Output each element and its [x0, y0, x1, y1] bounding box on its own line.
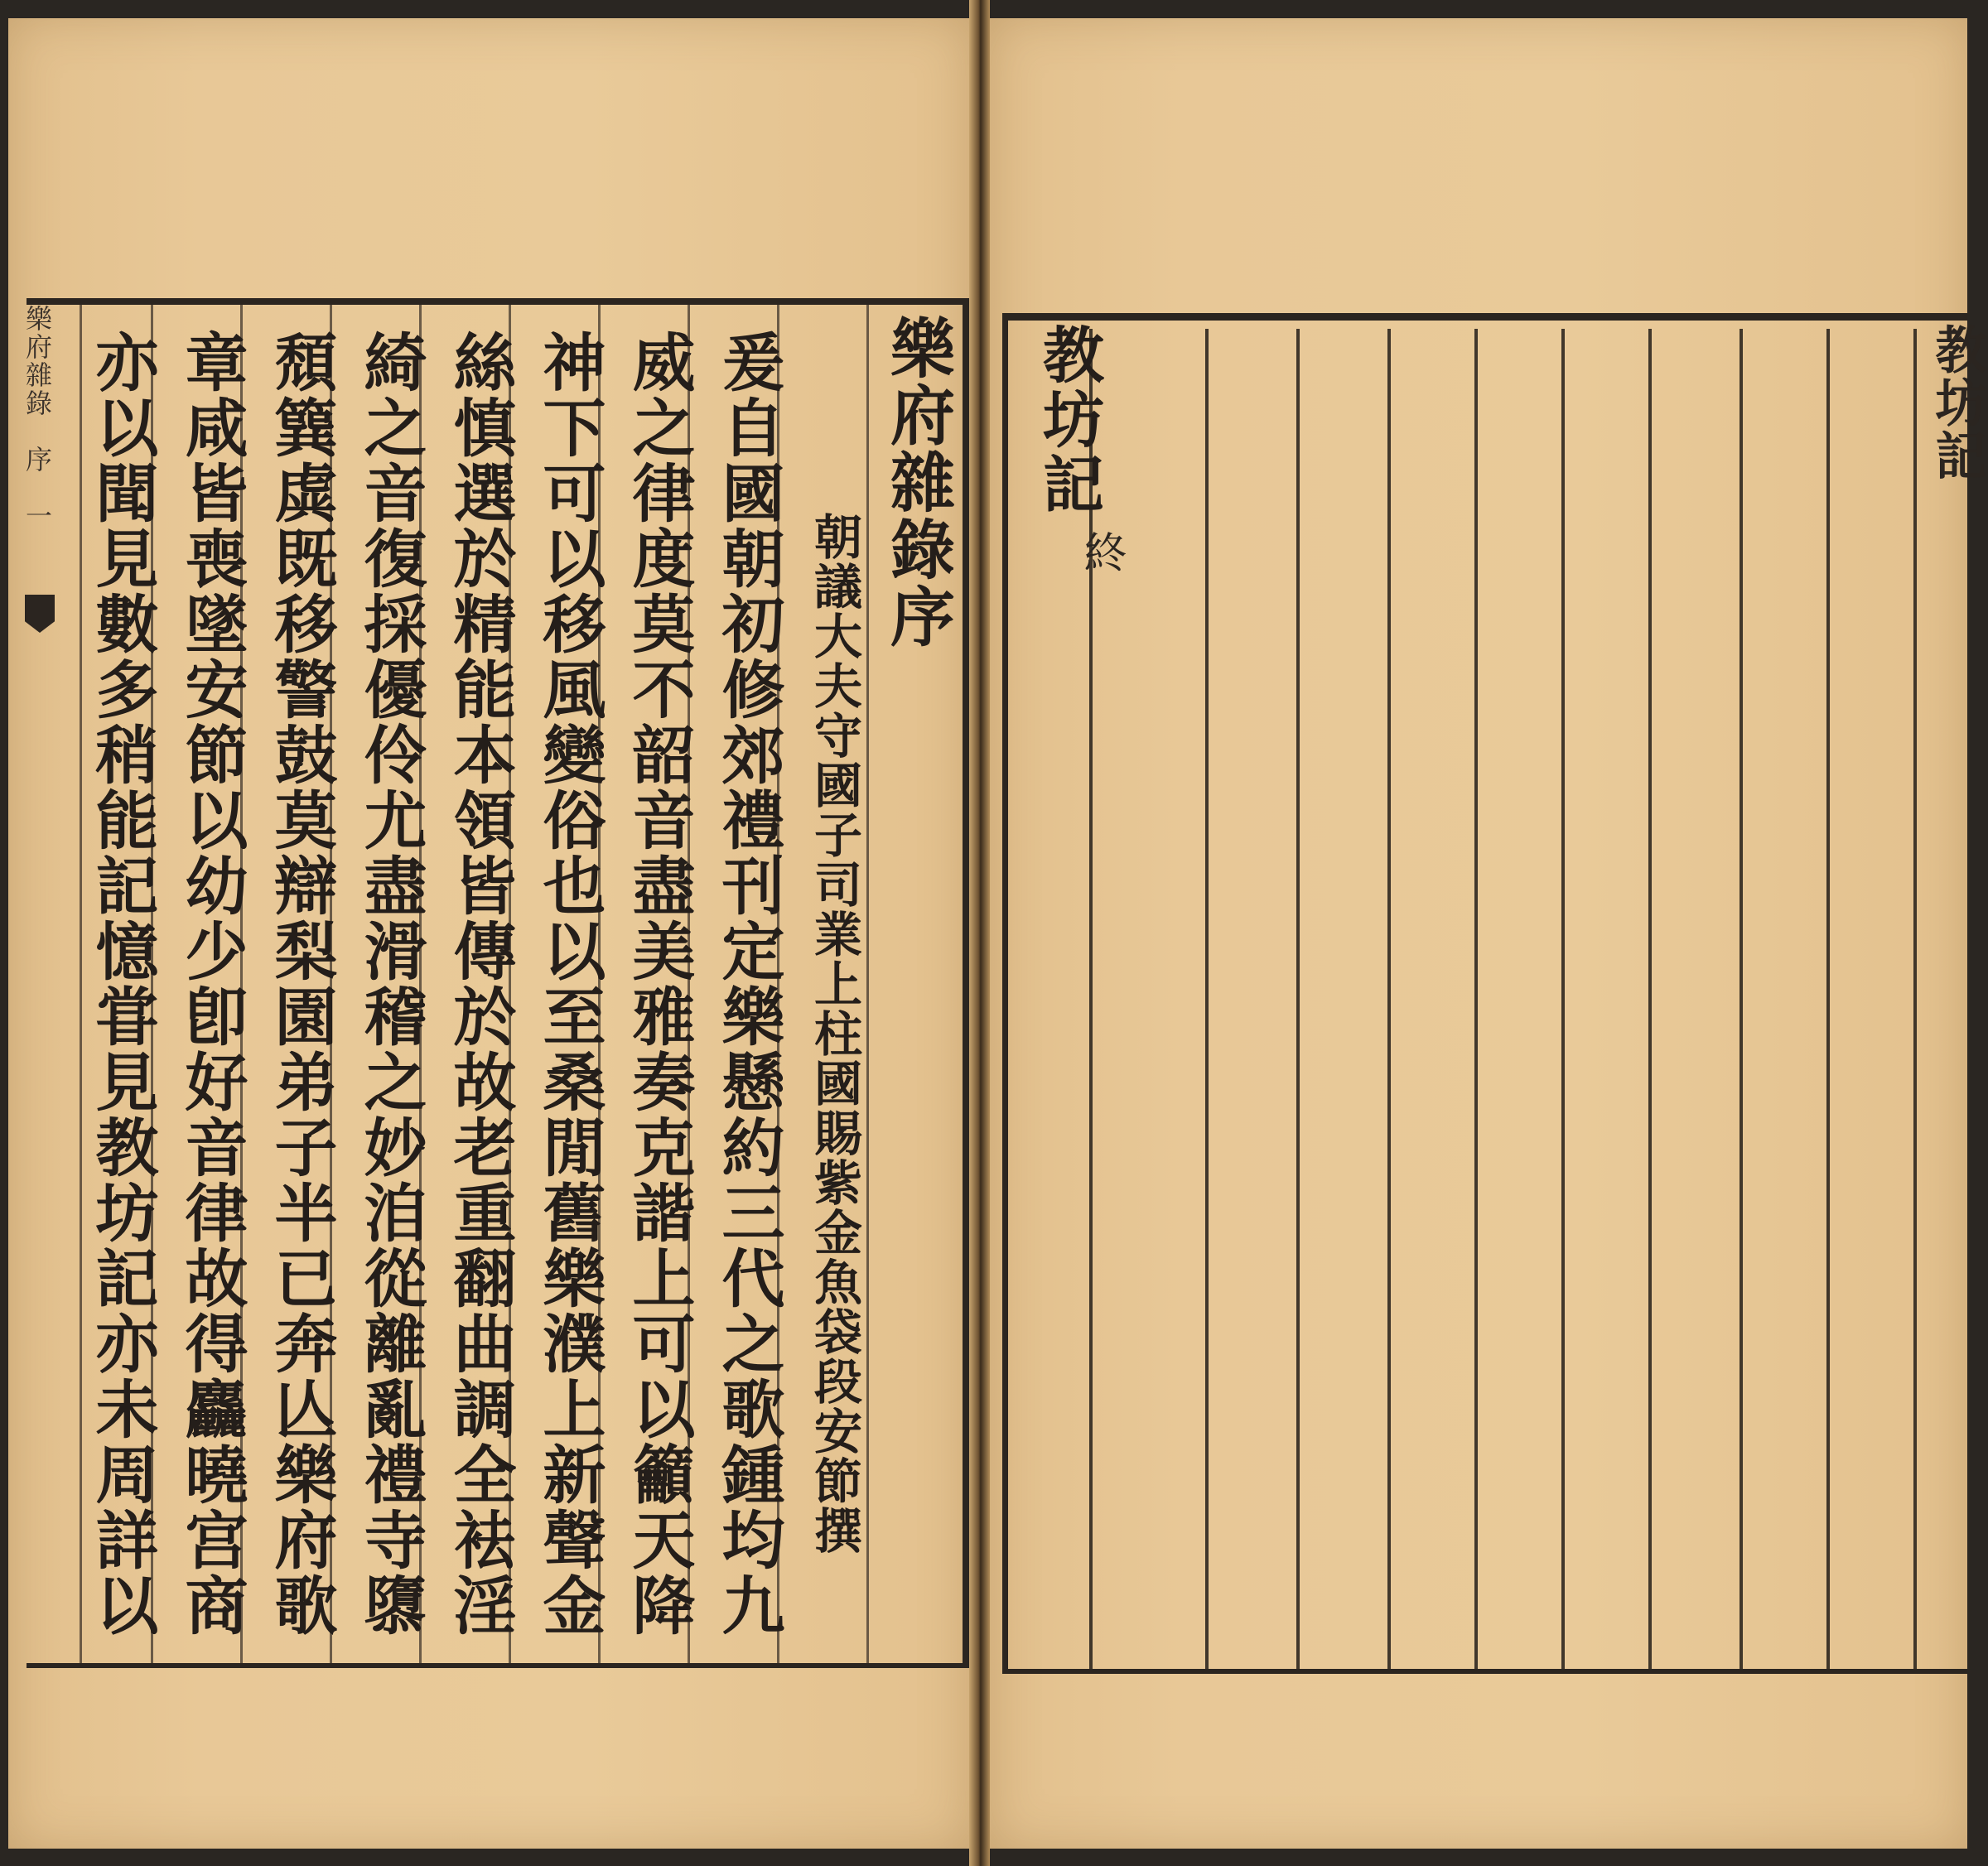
text-column-6: 頹簨虡既移警鼓莫辯梨園弟子半已奔亾樂府歌: [264, 330, 338, 1638]
end-mark: 終: [1076, 530, 1126, 573]
author-byline: 朝議大夫守國子司業上柱國賜紫金魚袋段安節撰: [806, 512, 862, 1555]
edge-banxin-fragment: 教坊記: [1927, 323, 1987, 482]
preface-title: 樂府雜錄序: [880, 315, 955, 650]
right-print-frame: [1002, 313, 1967, 1674]
text-column-8: 亦以聞見數多稍能記憶甞見教坊記亦未周詳以: [85, 330, 159, 1638]
frame-border-left: [1002, 321, 1008, 1669]
column-rule: [1474, 329, 1478, 1669]
frame-border-right: [963, 305, 969, 1663]
column-rule: [1387, 329, 1391, 1669]
column-rule: [1740, 329, 1743, 1669]
column-rule: [1561, 329, 1565, 1669]
text-column-7: 章咸皆喪墜安節以幼少卽好音律故得麤曉宫商: [175, 330, 248, 1638]
column-rule: [866, 305, 869, 1663]
text-column-2: 威之律度莫不韶音盡美雅奏克諧上可以籲天降: [622, 330, 696, 1638]
column-rule: [80, 305, 82, 1663]
column-rule: [1648, 329, 1652, 1669]
jiaofangji-title: 教坊記: [1033, 323, 1104, 517]
banxin-margin-label: 樂府雜錄 序 一: [22, 305, 53, 530]
text-column-5: 綺之音復採優伶尤盡滑稽之妙洎從離亂禮寺隳: [354, 330, 427, 1638]
column-rule: [1296, 329, 1300, 1669]
column-rule: [1913, 329, 1917, 1669]
left-print-frame: [22, 298, 969, 1668]
text-column-4: 絲慎選於精能本領皆傳於故老重翻曲調全袪淫: [443, 330, 517, 1638]
text-column-1: 爰自國朝初修郊禮刊定樂懸約三代之歌鍾均九: [712, 330, 785, 1638]
column-rule: [1205, 329, 1209, 1669]
text-column-3: 神下可以移風變俗也以至桑閒舊樂濮上新聲金: [533, 330, 606, 1638]
column-rule: [1826, 329, 1830, 1669]
book-gutter: [969, 0, 990, 1866]
